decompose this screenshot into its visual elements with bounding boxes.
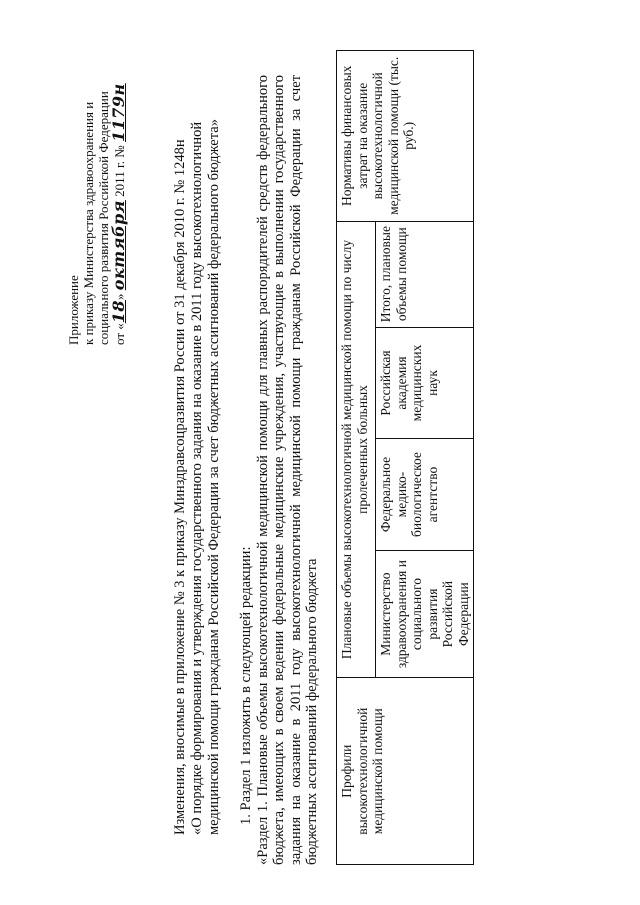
planned-volumes-table: [336, 50, 474, 865]
header-financial-norms: Нормативы финансовых затрат на оказание высокотехнологичной медицинской помощи (тыс. руб.): [337, 51, 474, 222]
body-item-1: 1. Раздел 1 изложить в следующей редакции:: [238, 546, 254, 825]
approval-date-line: [111, 45, 127, 345]
header-total: Итого, плановые объемы помощи: [376, 221, 474, 327]
heading-line-3: медицинской помощи гражданам Российской Федерации за счет бюджетных ассигнований федерального бюджета»: [206, 119, 222, 835]
approval-line-2: социального развития Российской Федерации: [96, 91, 111, 345]
approval-line-1: к приказу Министерства здравоохранения и: [81, 101, 96, 345]
header-planned-volumes: Плановые объемы высокотехнологичной медицинской помощи по числу пролеченных больных: [337, 221, 376, 678]
header-profile: Профили высокотехнологичной медицинской помощи: [337, 678, 474, 865]
date-year: 2011 г. №: [112, 142, 127, 201]
date-middle: »: [112, 290, 127, 300]
heading-line-1: Изменения, вносимые в приложение № 3 к приказу Минздравсоцразвития России от 31 декабря 2010 г. № 1248н: [172, 139, 188, 835]
date-month: октября: [109, 200, 128, 291]
header-ramn: Российская академия медицинских наук: [376, 327, 474, 439]
heading-line-2: «О порядке формирования и утверждения государственного задания на оказание в 2011 году высокотехнологичной: [189, 121, 205, 835]
date-day: 18: [109, 299, 128, 324]
approval-block: [66, 45, 127, 345]
approval-title: Приложение: [66, 275, 81, 345]
document-heading: [172, 115, 223, 835]
body-paragraph: «Раздел 1. Плановые объемы высокотехнологичной медицинской помощи для главных распорядителей средств федерального бюджета, имеющих в своем ведении федеральные медицинские учреждения, участвующие в выполнении государственного задания на оказание в 2011 году высокотехнологичной медицинской помощи гражданам Российской Федерации за счет бюджетных ассигнований федерального бюджета: [254, 75, 320, 865]
header-ministry: Министерство здравоохранения и социального развития Российской Федерации: [376, 550, 474, 678]
table-header-row: [337, 51, 376, 865]
date-prefix: от «: [112, 323, 127, 345]
document-body: [238, 75, 321, 865]
header-fmba: Федеральное медико-биологическое агентство: [376, 439, 474, 551]
order-number: 1179н: [109, 83, 128, 143]
